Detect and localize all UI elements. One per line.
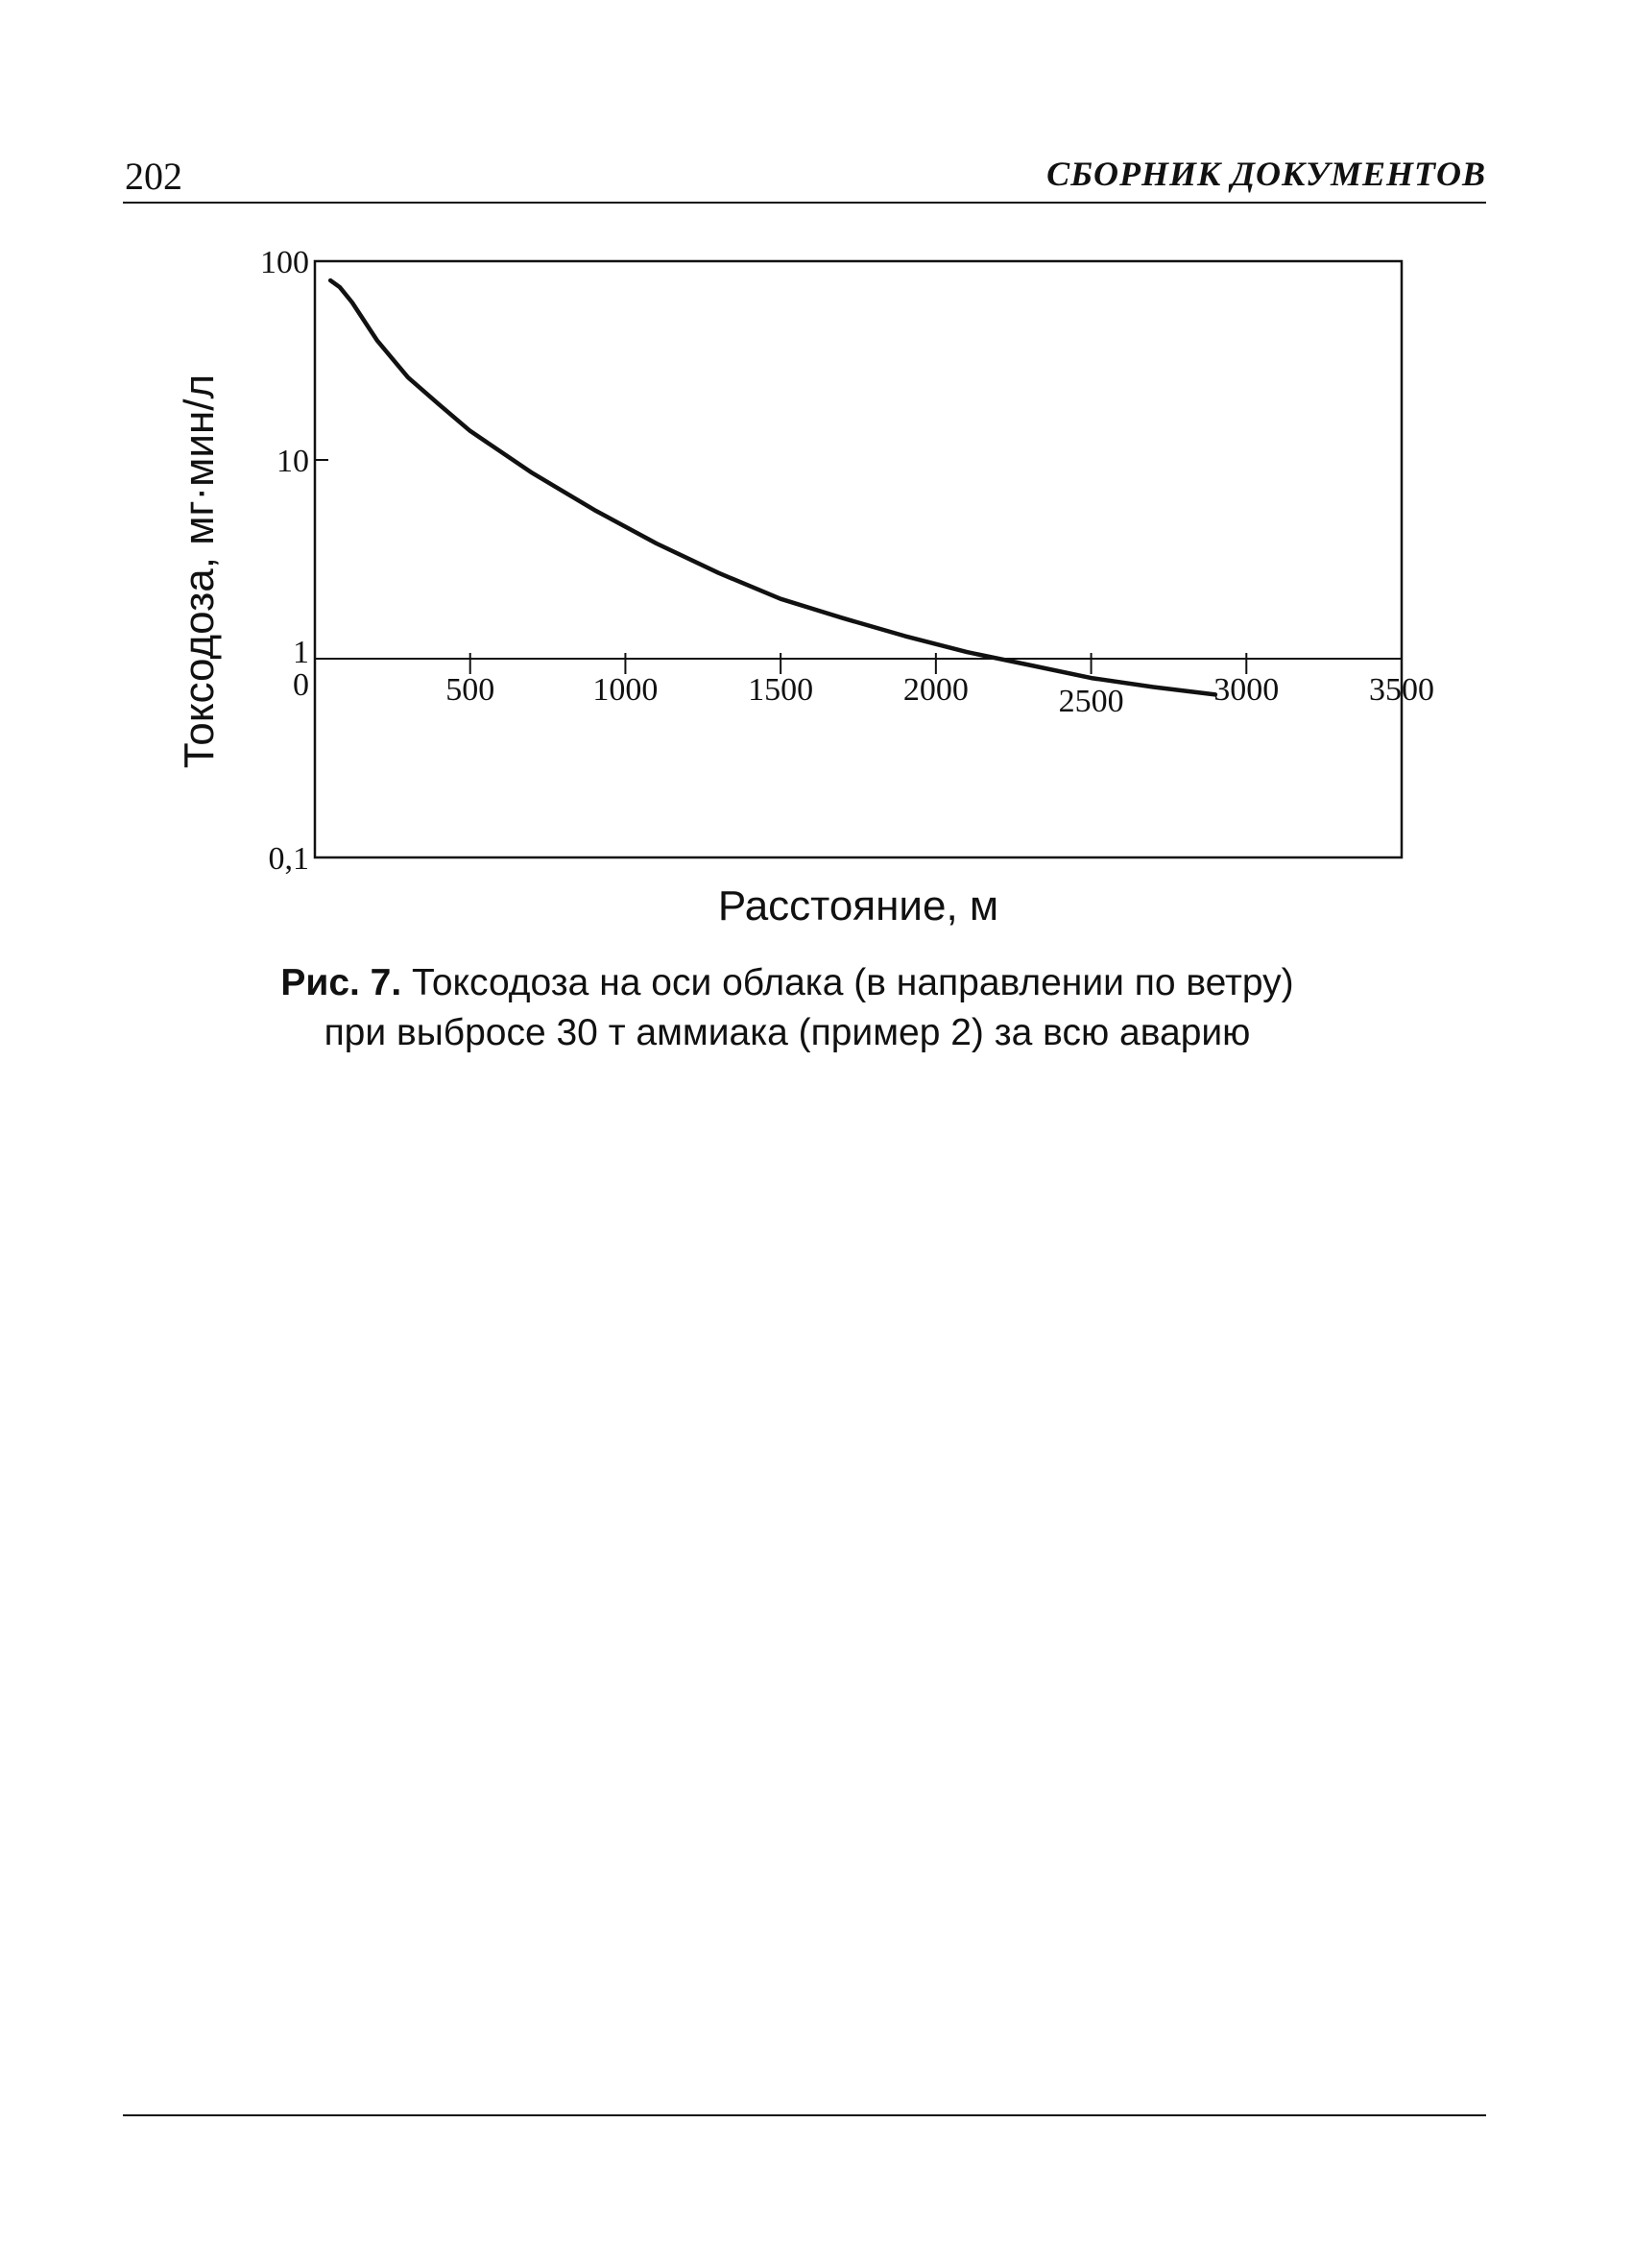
x-tick-label: 1000 (592, 672, 659, 708)
running-header: СБОРНИК ДОКУМЕНТОВ (1046, 155, 1486, 193)
toxodose-curve (330, 280, 1215, 694)
y-tick-label: 100 (260, 245, 309, 280)
figure-caption (230, 958, 1344, 1058)
x-tick-label: 3500 (1369, 672, 1434, 708)
x-tick-label: 0 (293, 667, 309, 703)
caption-line-1: Токсодоза на оси облака (в направлении по ветру) (412, 962, 1294, 1003)
caption-label: Рис. 7. (280, 962, 402, 1003)
y-tick-label: 1 (293, 635, 309, 670)
toxodose-chart (0, 0, 1633, 960)
footer-rule (123, 2114, 1486, 2116)
y-axis-title: Токсодоза, мг·мин/л (176, 374, 223, 769)
y-tick-label: 10 (276, 444, 309, 479)
x-tick-label: 1500 (748, 672, 814, 708)
x-tick-label: 2000 (902, 672, 969, 708)
page-number: 202 (125, 155, 182, 198)
y-tick-label: 0,1 (268, 841, 309, 877)
x-tick-label: 500 (445, 672, 495, 708)
plot-frame (315, 261, 1402, 857)
x-axis-title: Расстояние, м (717, 882, 999, 929)
caption-line-2: при выбросе 30 т аммиака (пример 2) за всю аварию (324, 1012, 1251, 1053)
x-tick-label: 2500 (1058, 684, 1124, 719)
x-tick-label: 3000 (1213, 672, 1280, 708)
